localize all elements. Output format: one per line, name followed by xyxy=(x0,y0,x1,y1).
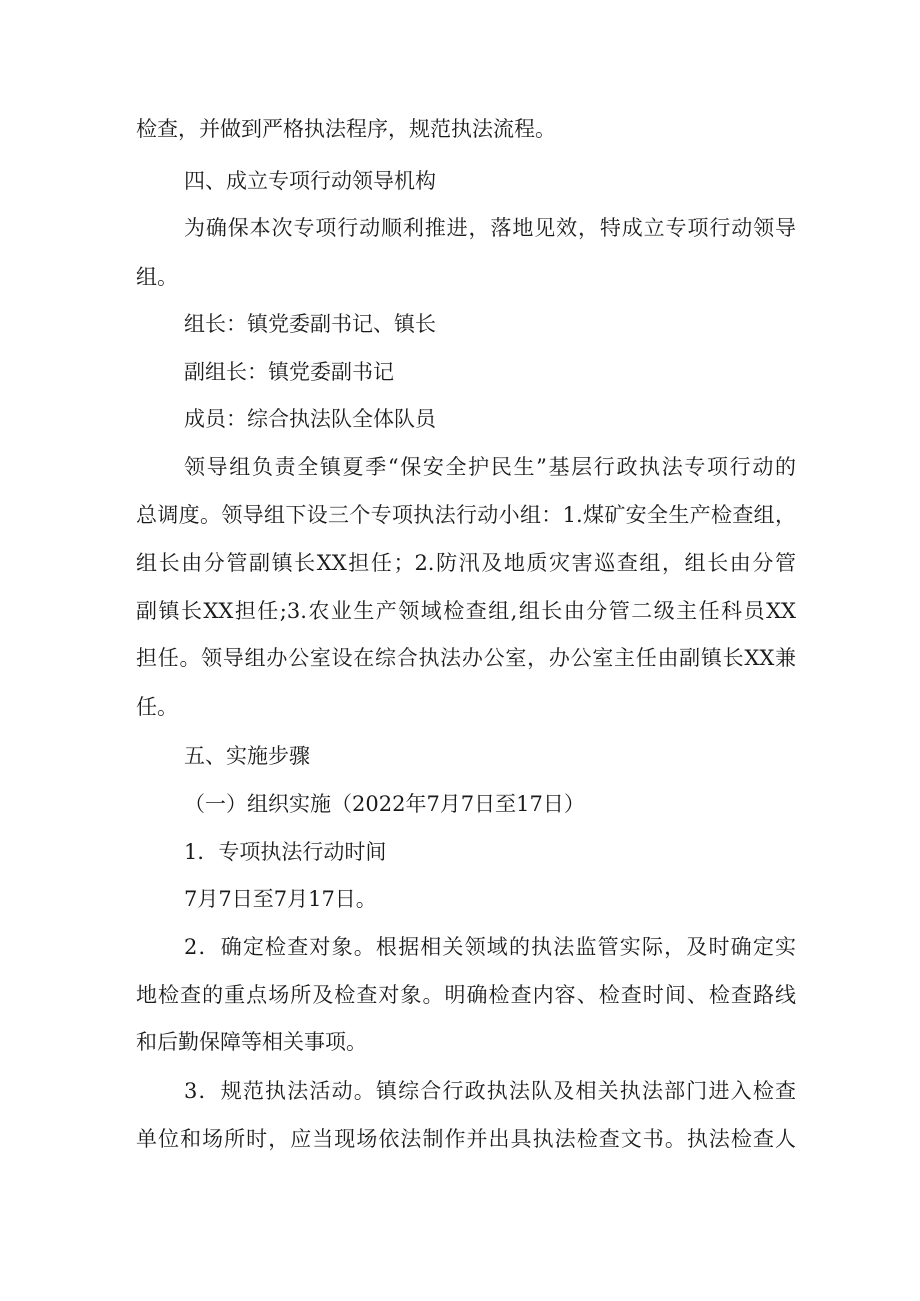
section-heading: 四、成立专项行动领导机构 xyxy=(184,169,436,193)
paragraph-line: 组。 xyxy=(136,265,178,289)
paragraph-line: 检查，并做到严格执法程序，规范执法流程。 xyxy=(136,117,556,141)
paragraph-line: 副组长：镇党委副书记 xyxy=(184,360,394,384)
paragraph-line: 3．规范执法活动。镇综合行政执法队及相关执法部门进入检查 xyxy=(184,1079,796,1103)
paragraph-line: 单位和场所时，应当现场依法制作并出具执法检查文书。执法检查人 xyxy=(136,1127,796,1151)
paragraph-line: 任。 xyxy=(136,695,178,719)
paragraph-line: 副镇长XX担任;3.农业生产领域检查组,组长由分管二级主任科员XX xyxy=(136,599,796,623)
paragraph-line: 成员：综合执法队全体队员 xyxy=(184,407,436,431)
paragraph-line: 总调度。领导组下设三个专项执法行动小组：1.煤矿安全生产检查组， xyxy=(136,503,796,527)
paragraph-line: 担任。领导组办公室设在综合执法办公室，办公室主任由副镇长XX兼 xyxy=(136,646,796,670)
section-heading: 五、实施步骤 xyxy=(184,744,310,768)
paragraph-line: 1．专项执法行动时间 xyxy=(184,840,387,864)
paragraph-line: 组长：镇党委副书记、镇长 xyxy=(184,312,436,336)
paragraph-line: 2．确定检查对象。根据相关领域的执法监管实际，及时确定实 xyxy=(184,935,796,959)
subsection-heading: （一）组织实施（2022年7月7日至17日） xyxy=(184,792,585,816)
paragraph-line: 和后勤保障等相关事项。 xyxy=(136,1030,367,1054)
paragraph-line: 组长由分管副镇长XX担任；2.防汛及地质灾害巡查组，组长由分管 xyxy=(136,551,796,575)
paragraph-line: 7月7日至7月17日。 xyxy=(184,887,377,911)
paragraph-line: 为确保本次专项行动顺利推进，落地见效，特成立专项行动领导 xyxy=(184,216,796,240)
paragraph-line: 地检查的重点场所及检查对象。明确检查内容、检查时间、检查路线 xyxy=(136,983,796,1007)
paragraph-line: 领导组负责全镇夏季“保安全护民生”基层行政执法专项行动的 xyxy=(184,455,796,479)
